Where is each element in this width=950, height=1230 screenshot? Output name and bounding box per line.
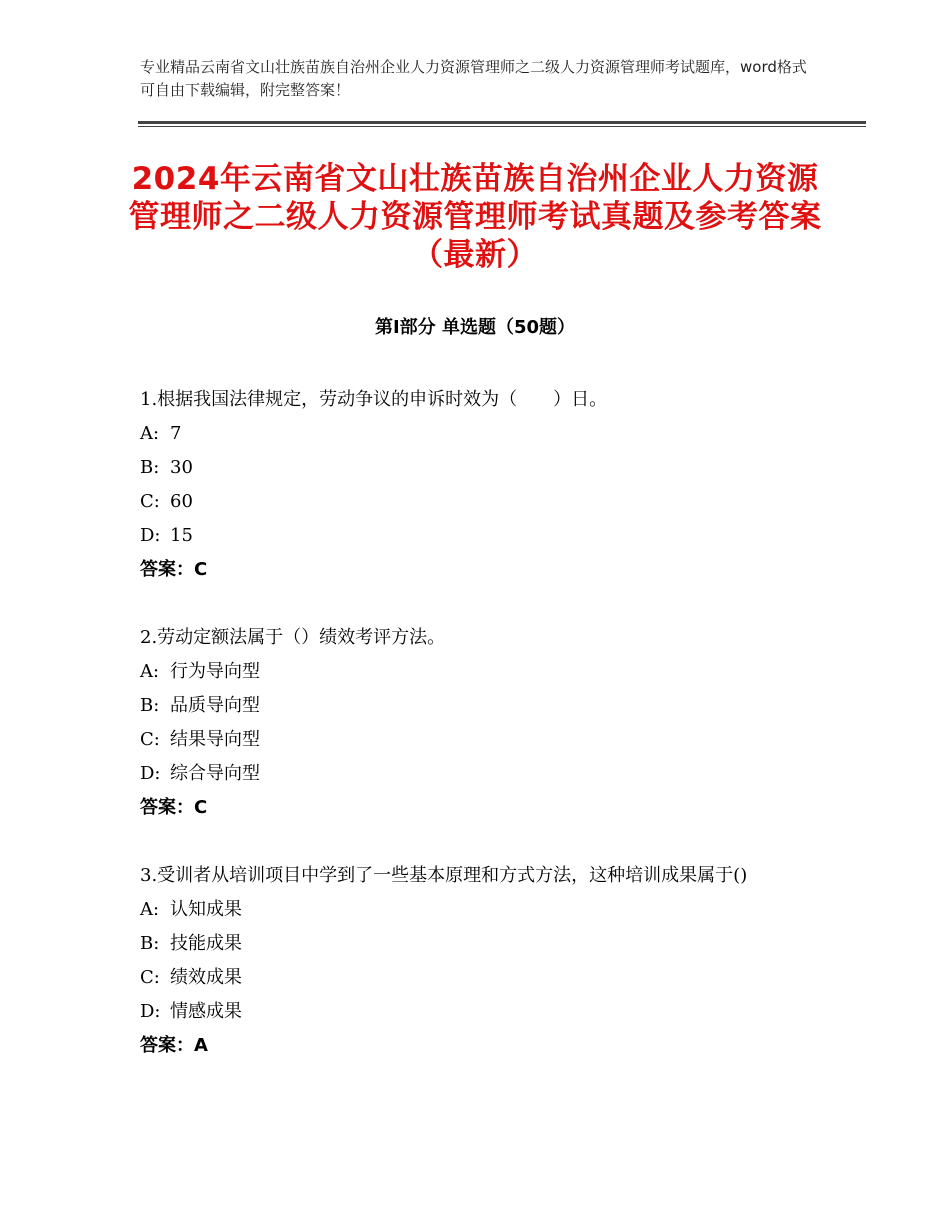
header-divider-thick <box>138 121 866 124</box>
option-b <box>140 689 820 723</box>
answer-line: 答案：C <box>140 559 208 580</box>
option-letter: B: <box>140 457 160 478</box>
question-stem: 2.劳动定额法属于（）绩效考评方法。 <box>140 627 446 648</box>
question-list <box>140 383 820 1097</box>
question-stem: 3.受训者从培训项目中学到了一些基本原理和方式方法，这种培训成果属于() <box>140 865 748 886</box>
option-text: 情感成果 <box>170 1001 242 1022</box>
option-text: 认知成果 <box>170 899 242 920</box>
option-b <box>140 927 820 961</box>
option-letter: D: <box>140 525 161 546</box>
question-stem: 1.根据我国法律规定，劳动争议的申诉时效为（ ）日。 <box>140 389 608 410</box>
option-d <box>140 995 820 1029</box>
option-a <box>140 417 820 451</box>
option-text: 行为导向型 <box>170 661 260 682</box>
option-c <box>140 485 820 519</box>
option-letter: C: <box>140 729 160 750</box>
option-letter: D: <box>140 763 161 784</box>
option-letter: A: <box>140 661 160 682</box>
option-text: 30 <box>170 457 193 478</box>
option-text: 15 <box>170 525 193 546</box>
section-title: 第Ⅰ部分 单选题（50题） <box>374 317 575 338</box>
option-b <box>140 451 820 485</box>
question-3 <box>140 859 820 1063</box>
option-d <box>140 519 820 553</box>
option-letter: B: <box>140 933 160 954</box>
option-letter: B: <box>140 695 160 716</box>
option-letter: D: <box>140 1001 161 1022</box>
option-text: 结果导向型 <box>170 729 260 750</box>
option-letter: A: <box>140 899 160 920</box>
question-2 <box>140 621 820 825</box>
option-text: 7 <box>170 423 182 444</box>
option-letter: C: <box>140 491 160 512</box>
answer-line: 答案：A <box>140 1035 208 1056</box>
header-divider-thin <box>138 126 866 127</box>
answer-line: 答案：C <box>140 797 208 818</box>
header-note: 专业精品云南省文山壮族苗族自治州企业人力资源管理师之二级人力资源管理师考试题库，word格式可自由下载编辑，附完整答案！ <box>140 58 807 99</box>
document-title: 2024年云南省文山壮族苗族自治州企业人力资源管理师之二级人力资源管理师考试真题及参考答案（最新） <box>128 161 822 273</box>
option-d <box>140 757 820 791</box>
option-letter: C: <box>140 967 160 988</box>
question-1 <box>140 383 820 587</box>
option-text: 绩效成果 <box>170 967 242 988</box>
option-c <box>140 723 820 757</box>
option-c <box>140 961 820 995</box>
option-text: 技能成果 <box>170 933 242 954</box>
option-text: 综合导向型 <box>170 763 260 784</box>
option-text: 品质导向型 <box>170 695 260 716</box>
option-a <box>140 655 820 689</box>
option-a <box>140 893 820 927</box>
option-letter: A: <box>140 423 160 444</box>
option-text: 60 <box>170 491 193 512</box>
